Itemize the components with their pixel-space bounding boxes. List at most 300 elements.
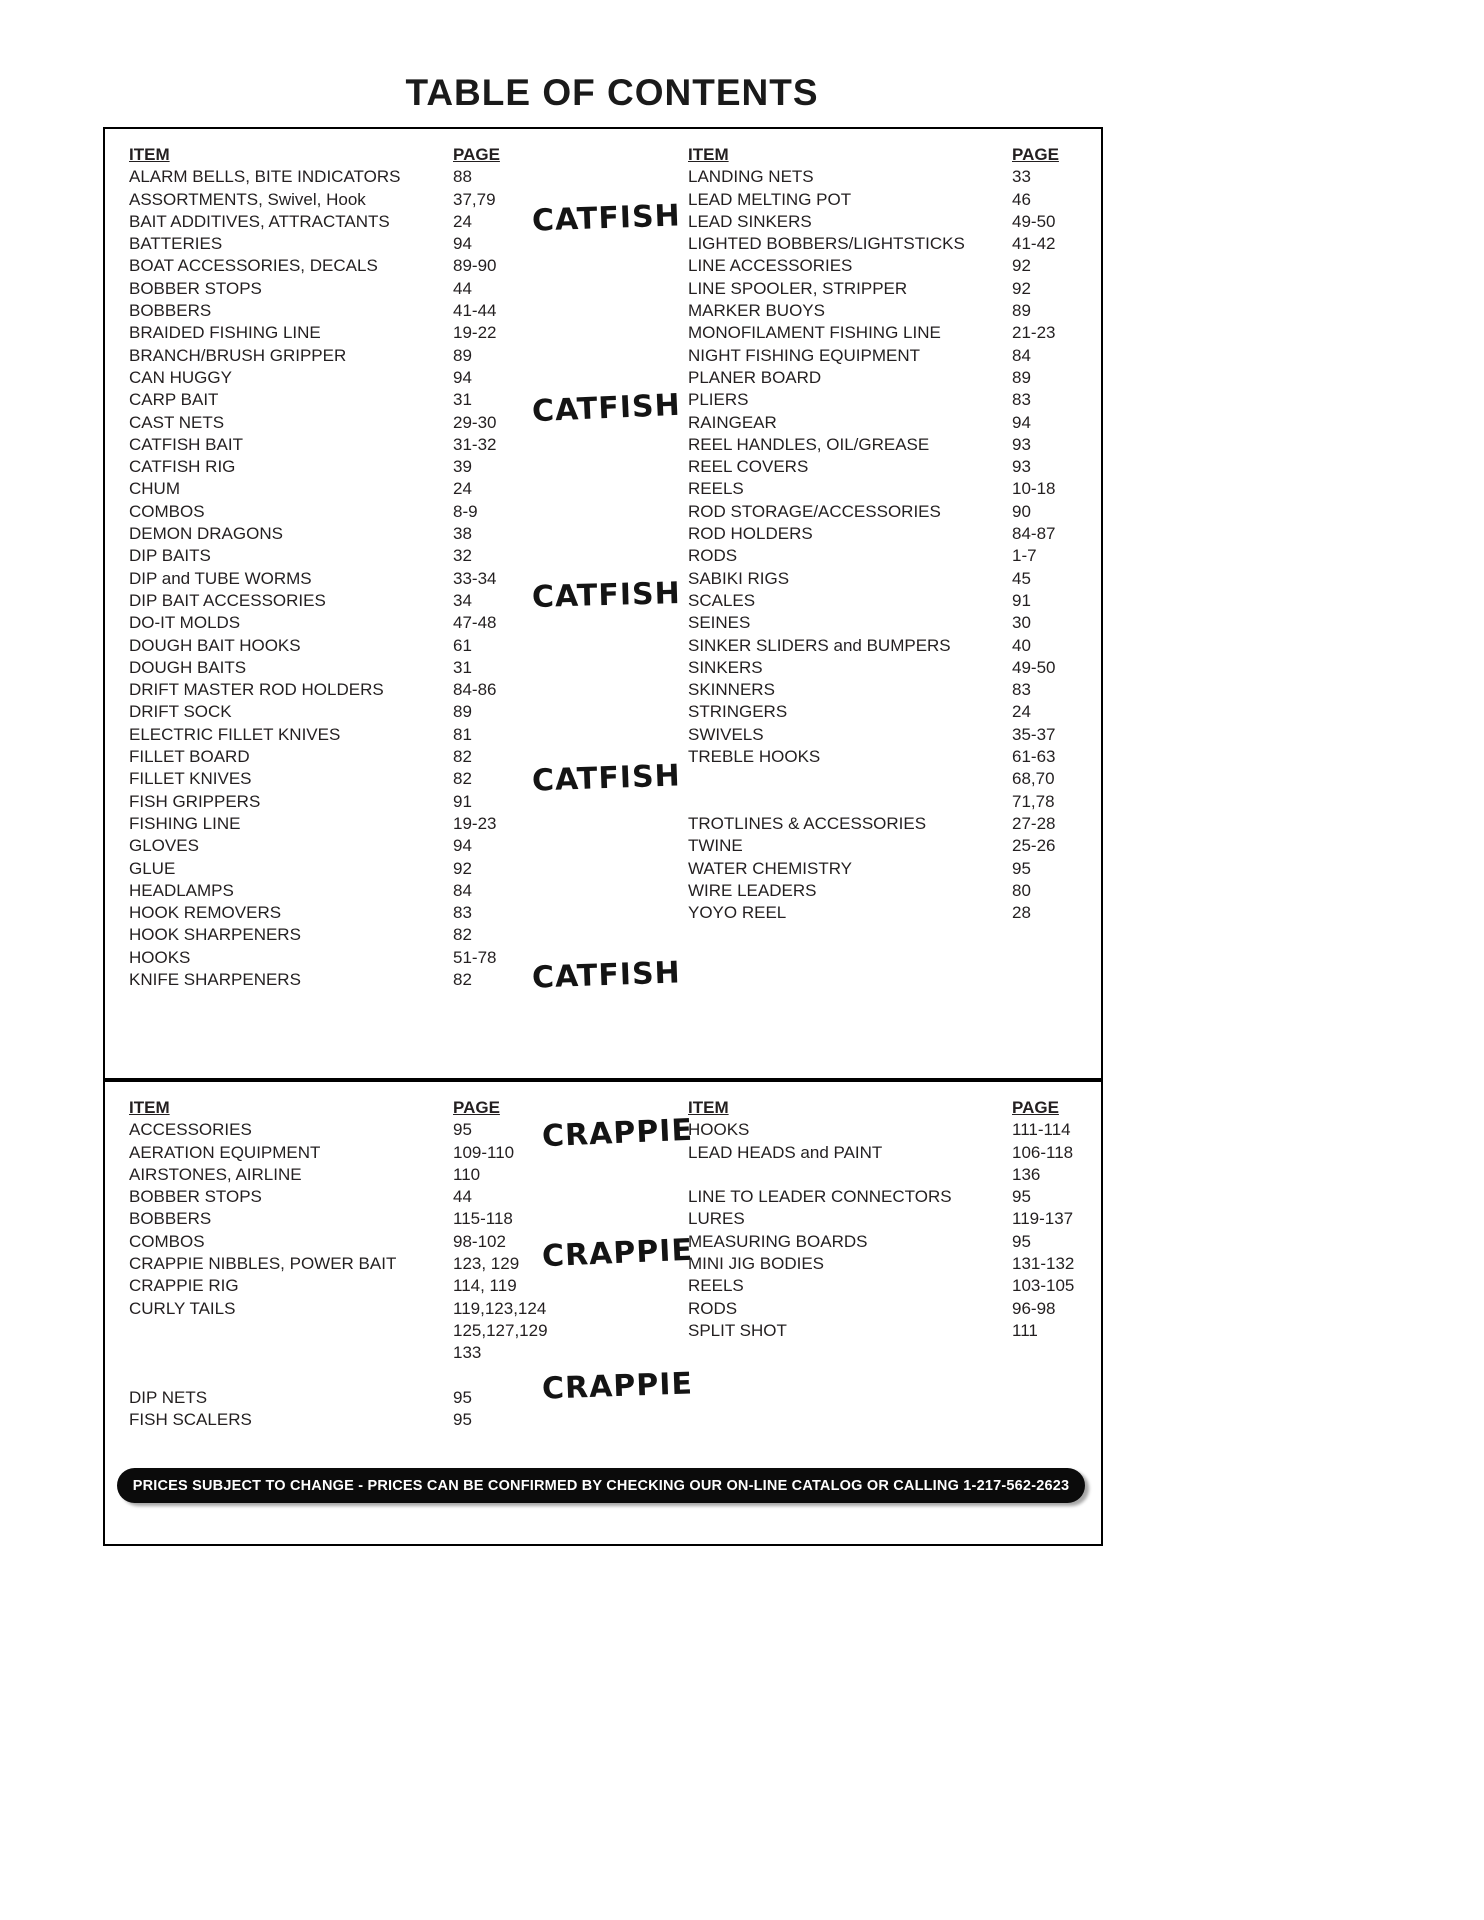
- toc-page-number: 92: [1012, 278, 1031, 298]
- toc-page-number: 41-42: [1012, 234, 1056, 254]
- toc-item-label: TWINE: [688, 836, 743, 856]
- toc-item-label: COMBOS: [129, 1231, 205, 1251]
- toc-item-label: LINE ACCESSORIES: [688, 256, 853, 276]
- toc-item-label: MEASURING BOARDS: [688, 1231, 868, 1251]
- toc-item-label: ROD STORAGE/ACCESSORIES: [688, 501, 941, 521]
- toc-row: [688, 389, 1088, 411]
- toc-page-number: 83: [1012, 390, 1031, 410]
- toc-row: [129, 880, 579, 902]
- toc-page-number: 31: [453, 390, 472, 410]
- toc-page-number: 88: [453, 167, 472, 187]
- toc-page-number: 37,79: [453, 189, 496, 209]
- toc-page-number: 21-23: [1012, 323, 1056, 343]
- toc-row: [688, 501, 1088, 523]
- toc-rows: [688, 1119, 1088, 1342]
- toc-page-number: 109-110: [453, 1142, 515, 1162]
- item-header: ITEM: [688, 1098, 729, 1117]
- toc-row: [129, 1253, 579, 1275]
- toc-page-number: 111-114: [1012, 1120, 1071, 1140]
- toc-row: [129, 434, 579, 456]
- toc-page-number: 46: [1012, 189, 1031, 209]
- toc-row: [129, 612, 579, 634]
- toc-page-number: 111: [1012, 1320, 1038, 1340]
- page-header: PAGE: [1012, 145, 1059, 164]
- toc-item-label: SINKER SLIDERS and BUMPERS: [688, 635, 951, 655]
- toc-item-label: AERATION EQUIPMENT: [129, 1142, 321, 1162]
- toc-item-label: HOOK REMOVERS: [129, 903, 282, 923]
- toc-item-label: SEINES: [688, 613, 751, 633]
- toc-row: [688, 724, 1088, 746]
- toc-row: [129, 590, 579, 612]
- toc-page-number: 71,78: [1012, 791, 1055, 811]
- toc-page-number: 33: [1012, 167, 1031, 187]
- toc-item-label: [688, 1164, 1012, 1186]
- toc-item-label: ELECTRIC FILLET KNIVES: [129, 724, 341, 744]
- toc-row: [129, 858, 579, 880]
- toc-row: [688, 166, 1088, 188]
- toc-row: [129, 189, 579, 211]
- toc-item-label: SKINNERS: [688, 680, 775, 700]
- toc-item-label: FISH SCALERS: [129, 1410, 252, 1430]
- toc-row: [688, 233, 1088, 255]
- toc-row: [129, 345, 579, 367]
- toc-row: [688, 768, 1088, 790]
- toc-row: [688, 1208, 1088, 1230]
- toc-row: [129, 768, 579, 790]
- toc-page-number: 93: [1012, 434, 1031, 454]
- toc-item-label: BOBBERS: [129, 1209, 212, 1229]
- toc-column-left: [129, 144, 579, 991]
- toc-row: [688, 345, 1088, 367]
- toc-row: [129, 1320, 579, 1342]
- toc-item-label: CRAPPIE RIG: [129, 1276, 239, 1296]
- toc-item-label: HOOK SHARPENERS: [129, 925, 301, 945]
- toc-item-label: BOBBER STOPS: [129, 278, 262, 298]
- toc-item-label: ACCESSORIES: [129, 1120, 252, 1140]
- toc-row: [129, 412, 579, 434]
- toc-item-label: [688, 768, 1012, 790]
- toc-row: [688, 367, 1088, 389]
- toc-page-number: 92: [453, 858, 472, 878]
- toc-column-left: [129, 1097, 579, 1431]
- toc-row: [129, 501, 579, 523]
- toc-row: [688, 635, 1088, 657]
- toc-column-right: [688, 144, 1088, 924]
- toc-row: [129, 1365, 579, 1387]
- toc-row: [129, 1231, 579, 1253]
- toc-item-label: BAIT ADDITIVES, ATTRACTANTS: [129, 211, 390, 231]
- toc-item-label: REELS: [688, 479, 744, 499]
- toc-item-label: WIRE LEADERS: [688, 880, 817, 900]
- toc-row: [129, 545, 579, 567]
- toc-item-label: RODS: [688, 546, 738, 566]
- toc-page-number: 95: [453, 1410, 472, 1430]
- toc-item-label: LANDING NETS: [688, 167, 814, 187]
- toc-row: [688, 701, 1088, 723]
- toc-item-label: DIP and TUBE WORMS: [129, 568, 312, 588]
- toc-item-label: BATTERIES: [129, 234, 223, 254]
- toc-item-label: RODS: [688, 1298, 738, 1318]
- toc-page-number: 131-132: [1012, 1254, 1075, 1274]
- toc-page-number: 115-118: [453, 1209, 513, 1229]
- toc-row: [688, 1186, 1088, 1208]
- toc-row: [688, 1119, 1088, 1141]
- toc-row: [129, 1275, 579, 1297]
- toc-row: [129, 255, 579, 277]
- toc-page-number: 82: [453, 925, 472, 945]
- watermark-crappie: CRAPPIE: [541, 1232, 694, 1275]
- toc-page-number: 80: [1012, 880, 1031, 900]
- toc-page-number: 24: [1012, 702, 1031, 722]
- toc-item-label: COMBOS: [129, 501, 205, 521]
- toc-row: [129, 568, 579, 590]
- toc-item-label: KNIFE SHARPENERS: [129, 969, 301, 989]
- toc-row: [129, 657, 579, 679]
- toc-page-number: 110: [453, 1164, 481, 1184]
- toc-page-number: 41-44: [453, 301, 497, 321]
- toc-item-label: CAST NETS: [129, 412, 225, 432]
- toc-item-label: SWIVELS: [688, 724, 764, 744]
- toc-section-crappie: [103, 1080, 1103, 1546]
- toc-item-label: FILLET KNIVES: [129, 769, 252, 789]
- toc-page-number: 95: [1012, 858, 1031, 878]
- toc-page-number: 51-78: [453, 947, 497, 967]
- toc-item-label: SINKERS: [688, 657, 763, 677]
- toc-page-number: 25-26: [1012, 836, 1056, 856]
- toc-item-label: FISHING LINE: [129, 813, 241, 833]
- toc-page-number: 114, 119: [453, 1276, 517, 1296]
- toc-row: [688, 612, 1088, 634]
- item-header: ITEM: [129, 145, 170, 164]
- toc-row: [688, 1275, 1088, 1297]
- watermark-catfish: CATFISH: [531, 955, 682, 996]
- toc-row: [688, 858, 1088, 880]
- toc-rows: [688, 166, 1088, 924]
- toc-item-label: DRIFT SOCK: [129, 702, 232, 722]
- toc-row: [129, 835, 579, 857]
- toc-row: [129, 478, 579, 500]
- toc-page-number: 31: [453, 657, 472, 677]
- page-header: PAGE: [1012, 1098, 1059, 1117]
- toc-page-number: 68,70: [1012, 769, 1055, 789]
- toc-row: [129, 902, 579, 924]
- toc-page-number: 19-22: [453, 323, 497, 343]
- toc-page-number: 89: [453, 345, 472, 365]
- item-header: ITEM: [129, 1098, 170, 1117]
- column-header: [129, 144, 579, 166]
- toc-item-label: DIP NETS: [129, 1387, 208, 1407]
- toc-page-number: 32: [453, 546, 472, 566]
- toc-page-number: 24: [453, 211, 472, 231]
- toc-row: [129, 166, 579, 188]
- toc-page-number: 89-90: [453, 256, 497, 276]
- toc-item-label: ROD HOLDERS: [688, 524, 813, 544]
- toc-item-label: DOUGH BAITS: [129, 657, 247, 677]
- toc-row: [688, 791, 1088, 813]
- toc-item-label: FISH GRIPPERS: [129, 791, 261, 811]
- toc-row: [129, 300, 579, 322]
- toc-item-label: ALARM BELLS, BITE INDICATORS: [129, 167, 401, 187]
- toc-page-number: 91: [453, 791, 472, 811]
- toc-item-label: REELS: [688, 1276, 744, 1296]
- toc-row: [688, 478, 1088, 500]
- toc-row: [129, 724, 579, 746]
- toc-page-number: 24: [453, 479, 472, 499]
- toc-row: [688, 1164, 1088, 1186]
- toc-page-number: 89: [1012, 301, 1031, 321]
- toc-item-label: [688, 791, 1012, 813]
- toc-page-number: 84-86: [453, 680, 497, 700]
- toc-row: [688, 1253, 1088, 1275]
- toc-item-label: STRINGERS: [688, 702, 788, 722]
- toc-page-number: 96-98: [1012, 1298, 1056, 1318]
- toc-row: [129, 813, 579, 835]
- toc-item-label: BOBBER STOPS: [129, 1187, 262, 1207]
- watermark-crappie: CRAPPIE: [541, 1366, 694, 1407]
- toc-row: [129, 791, 579, 813]
- toc-item-label: BOBBERS: [129, 301, 212, 321]
- toc-page-number: 89: [1012, 367, 1031, 387]
- column-header: [688, 144, 1088, 166]
- toc-page-number: 84: [453, 880, 472, 900]
- toc-page-number: 123, 129: [453, 1254, 520, 1274]
- toc-item-label: RAINGEAR: [688, 412, 777, 432]
- toc-page-number: 44: [453, 1187, 472, 1207]
- toc-row: [688, 1320, 1088, 1342]
- toc-item-label: LINE TO LEADER CONNECTORS: [688, 1187, 952, 1207]
- toc-item-label: DIP BAITS: [129, 546, 211, 566]
- toc-row: [129, 1119, 579, 1141]
- toc-page-number: 94: [453, 836, 472, 856]
- toc-item-label: HEADLAMPS: [129, 880, 234, 900]
- toc-item-label: CURLY TAILS: [129, 1298, 236, 1318]
- toc-row: [688, 211, 1088, 233]
- toc-page-number: 27-28: [1012, 813, 1056, 833]
- toc-page-number: 119,123,124: [453, 1298, 547, 1318]
- page-header: PAGE: [453, 145, 500, 164]
- footer-notice: [117, 1468, 1085, 1503]
- toc-item-label: DEMON DRAGONS: [129, 524, 283, 544]
- page-header: PAGE: [453, 1098, 500, 1117]
- toc-row: [129, 701, 579, 723]
- toc-page-number: 82: [453, 747, 472, 767]
- toc-page-number: 94: [1012, 412, 1031, 432]
- toc-page-number: 19-23: [453, 813, 497, 833]
- toc-page-number: 61: [453, 635, 472, 655]
- toc-page-number: 40: [1012, 635, 1031, 655]
- toc-row: [129, 1298, 579, 1320]
- toc-page-number: 1-7: [1012, 546, 1037, 566]
- toc-page-number: 39: [453, 457, 472, 477]
- watermark-catfish: CATFISH: [531, 576, 682, 615]
- toc-item-label: DO-IT MOLDS: [129, 613, 241, 633]
- toc-page-number: 95: [453, 1120, 472, 1140]
- toc-item-label: PLIERS: [688, 390, 749, 410]
- toc-item-label: SPLIT SHOT: [688, 1320, 787, 1340]
- toc-item-label: HOOKS: [129, 947, 191, 967]
- toc-item-label: WATER CHEMISTRY: [688, 858, 853, 878]
- toc-page-number: 28: [1012, 903, 1031, 923]
- toc-row: [129, 924, 579, 946]
- toc-page-number: 136: [1012, 1164, 1041, 1184]
- toc-page-number: 93: [1012, 457, 1031, 477]
- toc-item-label: REEL COVERS: [688, 457, 809, 477]
- toc-page-number: 94: [453, 367, 472, 387]
- toc-item-label: MARKER BUOYS: [688, 301, 825, 321]
- toc-row: [688, 300, 1088, 322]
- toc-item-label: LURES: [688, 1209, 745, 1229]
- toc-page-number: 33-34: [453, 568, 497, 588]
- toc-row: [129, 635, 579, 657]
- toc-rows: [129, 166, 579, 991]
- toc-row: [129, 322, 579, 344]
- toc-row: [688, 456, 1088, 478]
- toc-row: [129, 947, 579, 969]
- toc-item-label: REEL HANDLES, OIL/GREASE: [688, 434, 930, 454]
- toc-page-number: 95: [1012, 1187, 1031, 1207]
- toc-row: [129, 233, 579, 255]
- toc-row: [688, 545, 1088, 567]
- toc-row: [688, 1231, 1088, 1253]
- toc-page-number: 38: [453, 524, 472, 544]
- toc-row: [688, 657, 1088, 679]
- toc-row: [129, 456, 579, 478]
- toc-page-number: 44: [453, 278, 472, 298]
- toc-item-label: LEAD MELTING POT: [688, 189, 852, 209]
- toc-item-label: CAN HUGGY: [129, 367, 232, 387]
- toc-row: [688, 278, 1088, 300]
- toc-item-label: GLUE: [129, 858, 176, 878]
- toc-row: [688, 590, 1088, 612]
- toc-item-label: CHUM: [129, 479, 180, 499]
- toc-item-label: CATFISH BAIT: [129, 434, 243, 454]
- toc-item-label: SABIKI RIGS: [688, 568, 790, 588]
- toc-row: [129, 278, 579, 300]
- toc-page-number: 133: [453, 1343, 482, 1363]
- toc-rows: [129, 1119, 579, 1431]
- watermark-catfish: CATFISH: [531, 387, 682, 430]
- toc-section-catfish: [103, 127, 1103, 1080]
- toc-row: [688, 880, 1088, 902]
- toc-page-number: 83: [453, 903, 472, 923]
- toc-row: [688, 835, 1088, 857]
- toc-page-number: 82: [453, 769, 472, 789]
- footer-notice-text: PRICES SUBJECT TO CHANGE - PRICES CAN BE CONFIRMED BY CHECKING OUR ON-LINE CATALOG OR CALLING 1-217-562-2623: [132, 1477, 1070, 1494]
- toc-item-label: GLOVES: [129, 836, 199, 856]
- toc-item-label: DRIFT MASTER ROD HOLDERS: [129, 680, 384, 700]
- toc-page-number: 49-50: [1012, 211, 1056, 231]
- toc-item-label: CARP BAIT: [129, 390, 219, 410]
- toc-page-number: 81: [453, 724, 472, 744]
- toc-page-number: 61-63: [1012, 747, 1056, 767]
- toc-row: [688, 412, 1088, 434]
- toc-item-label: NIGHT FISHING EQUIPMENT: [688, 345, 921, 365]
- toc-item-label: YOYO REEL: [688, 903, 787, 923]
- toc-page-number: 94: [453, 234, 472, 254]
- toc-page-number: 29-30: [453, 412, 497, 432]
- watermark-crappie: CRAPPIE: [541, 1112, 694, 1155]
- toc-item-label: FILLET BOARD: [129, 747, 250, 767]
- toc-item-label: BRANCH/BRUSH GRIPPER: [129, 345, 347, 365]
- toc-page-number: 82: [453, 969, 472, 989]
- toc-page-number: 30: [1012, 613, 1031, 633]
- toc-row: [129, 746, 579, 768]
- toc-page-number: 98-102: [453, 1231, 506, 1251]
- toc-item-label: DOUGH BAIT HOOKS: [129, 635, 301, 655]
- toc-item-label: LINE SPOOLER, STRIPPER: [688, 278, 908, 298]
- toc-page-number: 91: [1012, 590, 1031, 610]
- toc-page-number: 83: [1012, 680, 1031, 700]
- toc-page-number: 95: [1012, 1231, 1031, 1251]
- toc-item-label: [129, 1320, 453, 1342]
- toc-row: [129, 389, 579, 411]
- toc-page-number: 90: [1012, 501, 1031, 521]
- toc-row: [688, 813, 1088, 835]
- toc-row: [129, 1186, 579, 1208]
- page-title: TABLE OF CONTENTS: [405, 72, 819, 113]
- toc-page-number: 95: [453, 1387, 472, 1407]
- toc-row: [129, 679, 579, 701]
- toc-row: [688, 679, 1088, 701]
- toc-item-label: MONOFILAMENT FISHING LINE: [688, 323, 941, 343]
- toc-row: [129, 1387, 579, 1409]
- toc-row: [688, 1142, 1088, 1164]
- toc-row: [129, 1208, 579, 1230]
- toc-row: [688, 322, 1088, 344]
- toc-row: [129, 367, 579, 389]
- toc-row: [129, 1164, 579, 1186]
- toc-row: [129, 969, 579, 991]
- toc-page-number: 106-118: [1012, 1142, 1074, 1162]
- toc-item-label: TREBLE HOOKS: [688, 747, 821, 767]
- column-header: [688, 1097, 1088, 1119]
- toc-page-number: 47-48: [453, 613, 497, 633]
- toc-item-label: DIP BAIT ACCESSORIES: [129, 590, 326, 610]
- toc-row: [129, 523, 579, 545]
- toc-row: [688, 568, 1088, 590]
- toc-item-label: LEAD SINKERS: [688, 211, 812, 231]
- toc-item-label: LIGHTED BOBBERS/LIGHTSTICKS: [688, 234, 965, 254]
- toc-row: [688, 255, 1088, 277]
- toc-item-label: MINI JIG BODIES: [688, 1254, 825, 1274]
- toc-page-number: 103-105: [1012, 1276, 1075, 1296]
- toc-row: [129, 1142, 579, 1164]
- toc-row: [129, 211, 579, 233]
- toc-item-label: BOAT ACCESSORIES, DECALS: [129, 256, 378, 276]
- toc-row: [688, 189, 1088, 211]
- toc-row: [688, 434, 1088, 456]
- column-header: [129, 1097, 579, 1119]
- toc-page-number: 89: [453, 702, 472, 722]
- toc-page-number: 31-32: [453, 434, 497, 454]
- toc-item-label: PLANER BOARD: [688, 367, 822, 387]
- toc-item-label: LEAD HEADS and PAINT: [688, 1142, 883, 1162]
- toc-item-label: TROTLINES & ACCESSORIES: [688, 813, 927, 833]
- toc-page-number: 84: [1012, 345, 1031, 365]
- toc-item-label: HOOKS: [688, 1120, 750, 1140]
- toc-item-label: [129, 1342, 453, 1364]
- toc-row: [688, 523, 1088, 545]
- toc-item-label: [129, 1365, 453, 1387]
- toc-page-number: 8-9: [453, 501, 478, 521]
- toc-item-label: CRAPPIE NIBBLES, POWER BAIT: [129, 1254, 397, 1274]
- toc-page-number: 34: [453, 590, 472, 610]
- toc-item-label: BRAIDED FISHING LINE: [129, 323, 321, 343]
- toc-page-number: 125,127,129: [453, 1320, 548, 1340]
- toc-page-number: 45: [1012, 568, 1031, 588]
- toc-row: [129, 1409, 579, 1431]
- toc-row: [688, 1298, 1088, 1320]
